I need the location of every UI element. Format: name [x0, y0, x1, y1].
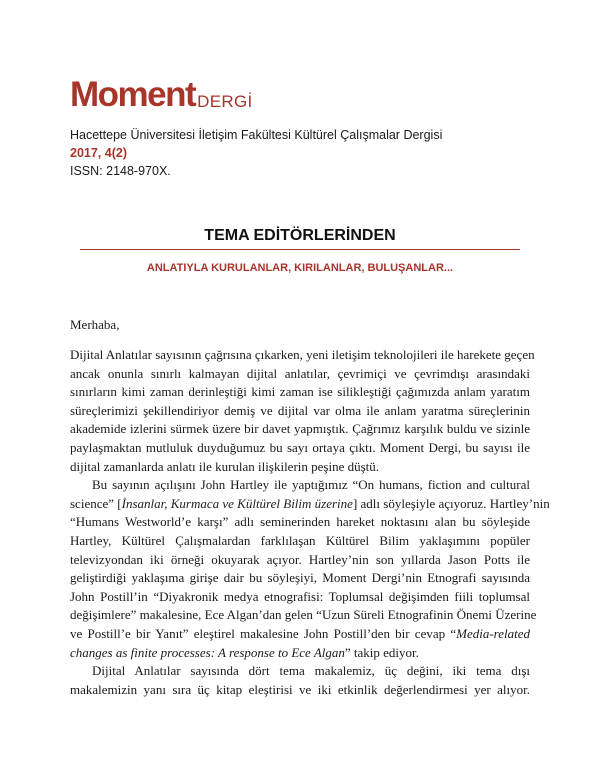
issn: ISSN: 2148-970X.	[70, 164, 171, 178]
page-title: TEMA EDİTÖRLERİNDEN	[204, 227, 396, 244]
greeting: Merhaba,	[70, 317, 120, 332]
body-line: science” [İnsanlar, Kurmaca ve Kültürel Bilim üzerine] adlı söyleşiyle açıyoruz. Hartley’nin	[70, 495, 550, 511]
body-line: Dijital Anlatılar sayısının çağrısına çıkarken, yeni iletişim teknolojileri ile harekete geçen	[70, 347, 535, 362]
body-line: “Humans Westworld’e karşı” adlı seminerinden hareket noktasını alan bu söyleşide	[70, 514, 530, 530]
journal-logo	[70, 75, 253, 114]
body-line: ancak onunla sınırlı kalmayan dijital anlatılar, çevrimiçi ve çevrimdışı arasındaki	[70, 365, 530, 381]
logo-subword: DERGİ	[197, 92, 253, 111]
title-divider	[80, 249, 520, 250]
article-body	[70, 346, 550, 699]
body-line: televizyondan iki örneği okuyarak açıyor. Hartley’nin son yıllarda Jason Potts ile	[70, 551, 530, 567]
body-line: changes as finite processes: A response to Ece Algan” takip ediyor.	[70, 644, 419, 660]
body-line: paylaşmaktan mutluluk duyduğumuz bu sayı ortaya çıktı. Moment Dergi, bu sayısı ile	[70, 439, 530, 455]
body-line: süreçlerimizi şekillendiriyor demiş ve dijital var olma ile anlam yaratma süreçlerinin	[70, 402, 530, 418]
body-line: ve Postill’e bir Yanıt” eleştirel makalesine John Postill’den bir cevap “Media-related	[70, 625, 530, 641]
article-link[interactable]: İnsanlar, Kurmaca ve Kültürel Bilim üzerine	[121, 495, 353, 511]
body-line: dijital zamanlarda anlatı ile kurulan ilişkilerin peşine düştü.	[70, 458, 380, 474]
body-line: sınırların kimi zaman derinleştiği kimi zaman ise silikleştiği çağımızda anlam yaratım	[70, 384, 530, 400]
page-subtitle: ANLATIYLA KURULANLAR, KIRILANLAR, BULUŞANLAR...	[146, 262, 454, 274]
body-line: geliştirdiği yaklaşıma girişe dair bu söyleşiyi, Moment Dergi’nin Etnografi sayısında	[70, 570, 530, 586]
body-line: John Postill’in “Diyakronik medya etnografisi: Toplumsal değişimden fiili toplumsal	[70, 588, 530, 604]
body-line: Bu sayının açılışını John Hartley ile yaptığımız “On humans, fiction and cultural	[92, 477, 530, 493]
body-line: akademide izlerini sürmek üzere bir davet yapmıştık. Çağrımız karşılık buldu ve sizinle	[70, 421, 530, 437]
body-line: makalemizin yanı sıra üç kitap eleştirisi ve iki etkinlik değerlendirmesi yer alıyor.	[70, 681, 530, 697]
body-line: değişimlere” makalesine, Ece Algan’dan gelen “Uzun Süreli Etnografinin Önemi Üzerine	[70, 607, 537, 623]
body-line: Dijital Anlatılar sayısında dört tema makalemiz, üç değini, iki tema dışı	[92, 663, 530, 679]
year-issue: 2017, 4(2)	[70, 146, 127, 160]
body-line: Hartley, Kültürel Çalışmalardan farklılaşan Kültürel Bilim yaklaşımını popüler	[70, 532, 530, 548]
logo-wordmark: Moment	[70, 75, 196, 114]
journal-name: Hacettepe Üniversitesi İletişim Fakültesi Kültürel Çalışmalar Dergisi	[70, 128, 443, 142]
